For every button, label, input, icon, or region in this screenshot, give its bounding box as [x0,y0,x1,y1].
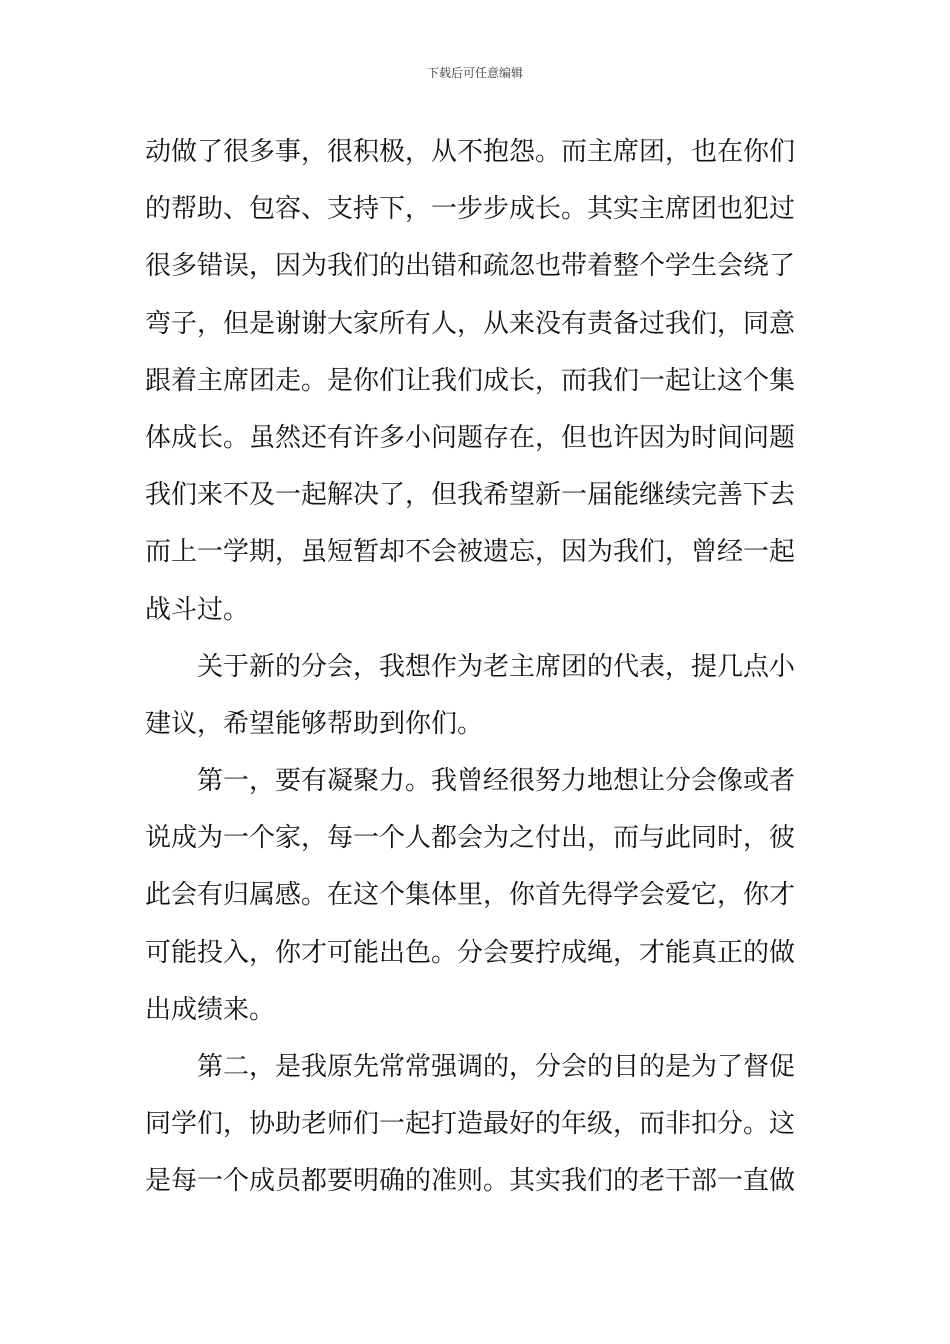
paragraph-first-line: 关于新的分会，我想作为老主席团的代表，提几点小 [197,651,796,682]
text-line: 很多错误，因为我们的出错和疏忽也带着整个学生会绕了 [145,251,796,282]
document-body [145,124,810,1211]
text-line: 出成绩来。 [145,994,276,1025]
text-line: 可能投入，你才可能出色。分会要拧成绳，才能真正的做 [145,937,796,968]
text-line: 而上一学期，虽短暂却不会被遗忘，因为我们，曾经一起 [145,537,796,568]
paragraph-first-line: 第一，要有凝聚力。我曾经很努力地想让分会像或者 [197,766,796,797]
text-line: 战斗过。 [145,594,250,625]
text-line: 是每一个成员都要明确的准则。其实我们的老干部一直做 [145,1166,796,1197]
text-line: 弯子，但是谢谢大家所有人，从来没有责备过我们，同意 [145,308,796,339]
text-line: 的帮助、包容、支持下，一步步成长。其实主席团也犯过 [145,194,796,225]
text-line: 建议，希望能够帮助到你们。 [145,708,484,739]
text-line: 我们来不及一起解决了，但我希望新一届能继续完善下去 [145,480,796,511]
text-line: 体成长。虽然还有许多小问题存在，但也许因为时间问题 [145,422,796,453]
text-line: 动做了很多事，很积极，从不抱怨。而主席团，也在你们 [145,137,796,167]
text-line: 说成为一个家，每一个人都会为之付出，而与此同时，彼 [145,823,796,854]
text-line: 同学们，协助老师们一起打造最好的年级，而非扣分。这 [145,1109,796,1140]
paragraph-first-line: 第二，是我原先常常强调的，分会的目的是为了督促 [197,1052,796,1082]
page-header: 下载后可任意编辑 [426,66,523,80]
text-line: 跟着主席团走。是你们让我们成长，而我们一起让这个集 [145,365,796,396]
text-line: 此会有归属感。在这个集体里，你首先得学会爱它，你才 [145,880,796,911]
